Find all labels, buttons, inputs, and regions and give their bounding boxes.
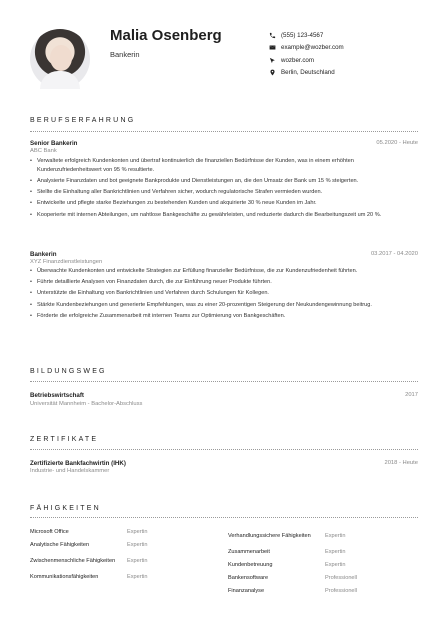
skill-level: Expertin [127,574,148,581]
skill-level: Expertin [325,532,346,539]
skill-level: Expertin [127,528,148,535]
skill-level: Expertin [127,541,148,548]
job-bullet-list [30,157,418,222]
email-icon [268,44,276,52]
skill-item [228,526,408,547]
skills-column-right [228,526,408,598]
skill-name: Verhandlungssichere Fähigkeiten [228,532,311,539]
contact-list [268,29,438,79]
skill-item [228,572,408,585]
contact-location-text: Berlin, Deutschland [281,69,335,77]
skill-name: Finanzanalyse [228,587,265,594]
skill-name: Kommunikationsfähigkeiten [30,574,99,581]
job-bullet: • Entwickelte und pflegte starke Beziehungen zu bestehenden Kunden und akquirierte 30 % neue Kunden im Jahr. [30,199,418,208]
certificate-issuer: Industrie- und Handelskammer [30,468,110,474]
skill-name: Kundenbetreuung [228,561,273,568]
profile-photo-shoulders [40,71,80,89]
profile-photo-face [50,45,72,71]
education-institution: Universität Mannheim - Bachelor-Abschluss [30,401,143,407]
skill-item [30,539,210,552]
skill-item [30,526,210,539]
contact-location [268,67,438,80]
phone-icon [268,31,276,39]
job-bullet: • Analysierte Finanzdaten und bot geeignete Bankprodukte und Dienstleistungen an, die den Umsatz der Bank um 15 % steigerten. [30,177,418,186]
section-title-experience: BERUFSERFAHRUNG [30,117,136,124]
contact-website[interactable] [268,54,438,67]
skill-level: Expertin [127,557,148,564]
job-date: 05.2020 - Heute [376,140,418,146]
skill-level: Professionell [325,587,358,594]
section-title-education: BILDUNGSWEG [30,368,107,375]
job-company: ABC Bank [30,148,57,154]
skill-name: Zusammenarbeit [228,549,270,556]
job-bullet: • Verwaltete erfolgreich Kundenkonten und übertraf kontinuierlich die finanziellen Bedürfnisse der Kunden, was in einem erhöhten Kundenzufriedenheitswert von 95 % resultierte. [30,157,418,174]
education-date: 2017 [405,392,418,398]
skill-item [30,552,210,571]
skill-name: Analytische Fähigkeiten [30,541,90,548]
job-bullet: • Führte detaillierte Analysen von Finanzdaten durch, die zur Einführung neuer Produkte führten. [30,278,418,287]
certificate-title: Zertifizierte Bankfachwirtin (IHK) [30,460,126,467]
job-company: XYZ Finanzdienstleistungen [30,259,103,265]
candidate-name: Malia Osenberg [110,27,222,44]
skill-name: Bankensoftware [228,574,269,581]
job-bullet: • Unterstützte die Einhaltung von Bankrichtlinien und Verfahren durch Schulungen für Kollegen. [30,289,418,298]
job-title: Senior Bankerin [30,140,78,147]
skill-item [228,559,408,572]
section-title-skills: FÄHIGKEITEN [30,505,101,512]
section-title-certificates: ZERTIFIKATE [30,436,99,443]
education-title: Betriebswirtschaft [30,392,84,399]
section-divider [30,381,418,382]
contact-website-text[interactable]: wozber.com [281,56,315,64]
job-bullet: • Förderte die erfolgreiche Zusammenarbeit mit internen Teams zur Optimierung von Bankgeschäften. [30,312,418,321]
contact-email-text[interactable]: example@wozber.com [281,44,344,52]
section-divider [30,449,418,450]
skill-item [228,547,408,559]
section-divider [30,517,418,518]
section-divider [30,131,418,132]
job-bullet: • Stellte die Einhaltung aller Bankrichtlinien und Verfahren sicher, wodurch regulatorische Strafen vermieden wurden. [30,188,418,197]
resume-header [0,0,448,100]
skills-column-left [30,526,210,585]
job-date: 03.2017 - 04.2020 [370,251,418,257]
contact-phone-text: (555) 123-4567 [281,31,324,39]
job-bullet: • Kooperierte mit internen Abteilungen, um nahtlose Bankgeschäfte zu gewährleisten, und reduzierte dadurch die Bearbeitungszeit um 20 %. [30,211,418,220]
skill-level: Expertin [325,549,346,556]
skill-level: Expertin [325,561,346,568]
skill-name: Zwischenmenschliche Fähigkeiten [30,557,116,564]
candidate-role: Bankerin [110,50,140,59]
skill-item [228,585,408,598]
link-icon [268,56,276,64]
contact-email[interactable] [268,42,438,55]
skill-level: Professionell [325,574,358,581]
job-bullet: • Stärkte Kundenbeziehungen und generierte Empfehlungen, was zu einer 20-prozentigen Steigerung der Neukundengewinnung beitrug. [30,301,418,310]
certificate-date: 2018 - Heute [384,460,418,466]
contact-phone [268,29,438,42]
skill-name: Microsoft Office [30,528,69,535]
job-bullet: • Überwachte Kundenkonten und entwickelte Strategien zur Erfüllung finanzieller Bedürfnisse, die zur Kundenzufriedenheit führten. [30,267,418,276]
skill-item [30,571,210,585]
location-pin-icon [268,69,276,77]
profile-photo [30,29,90,89]
job-title: Bankerin [30,251,57,258]
job-bullet-list [30,267,418,323]
